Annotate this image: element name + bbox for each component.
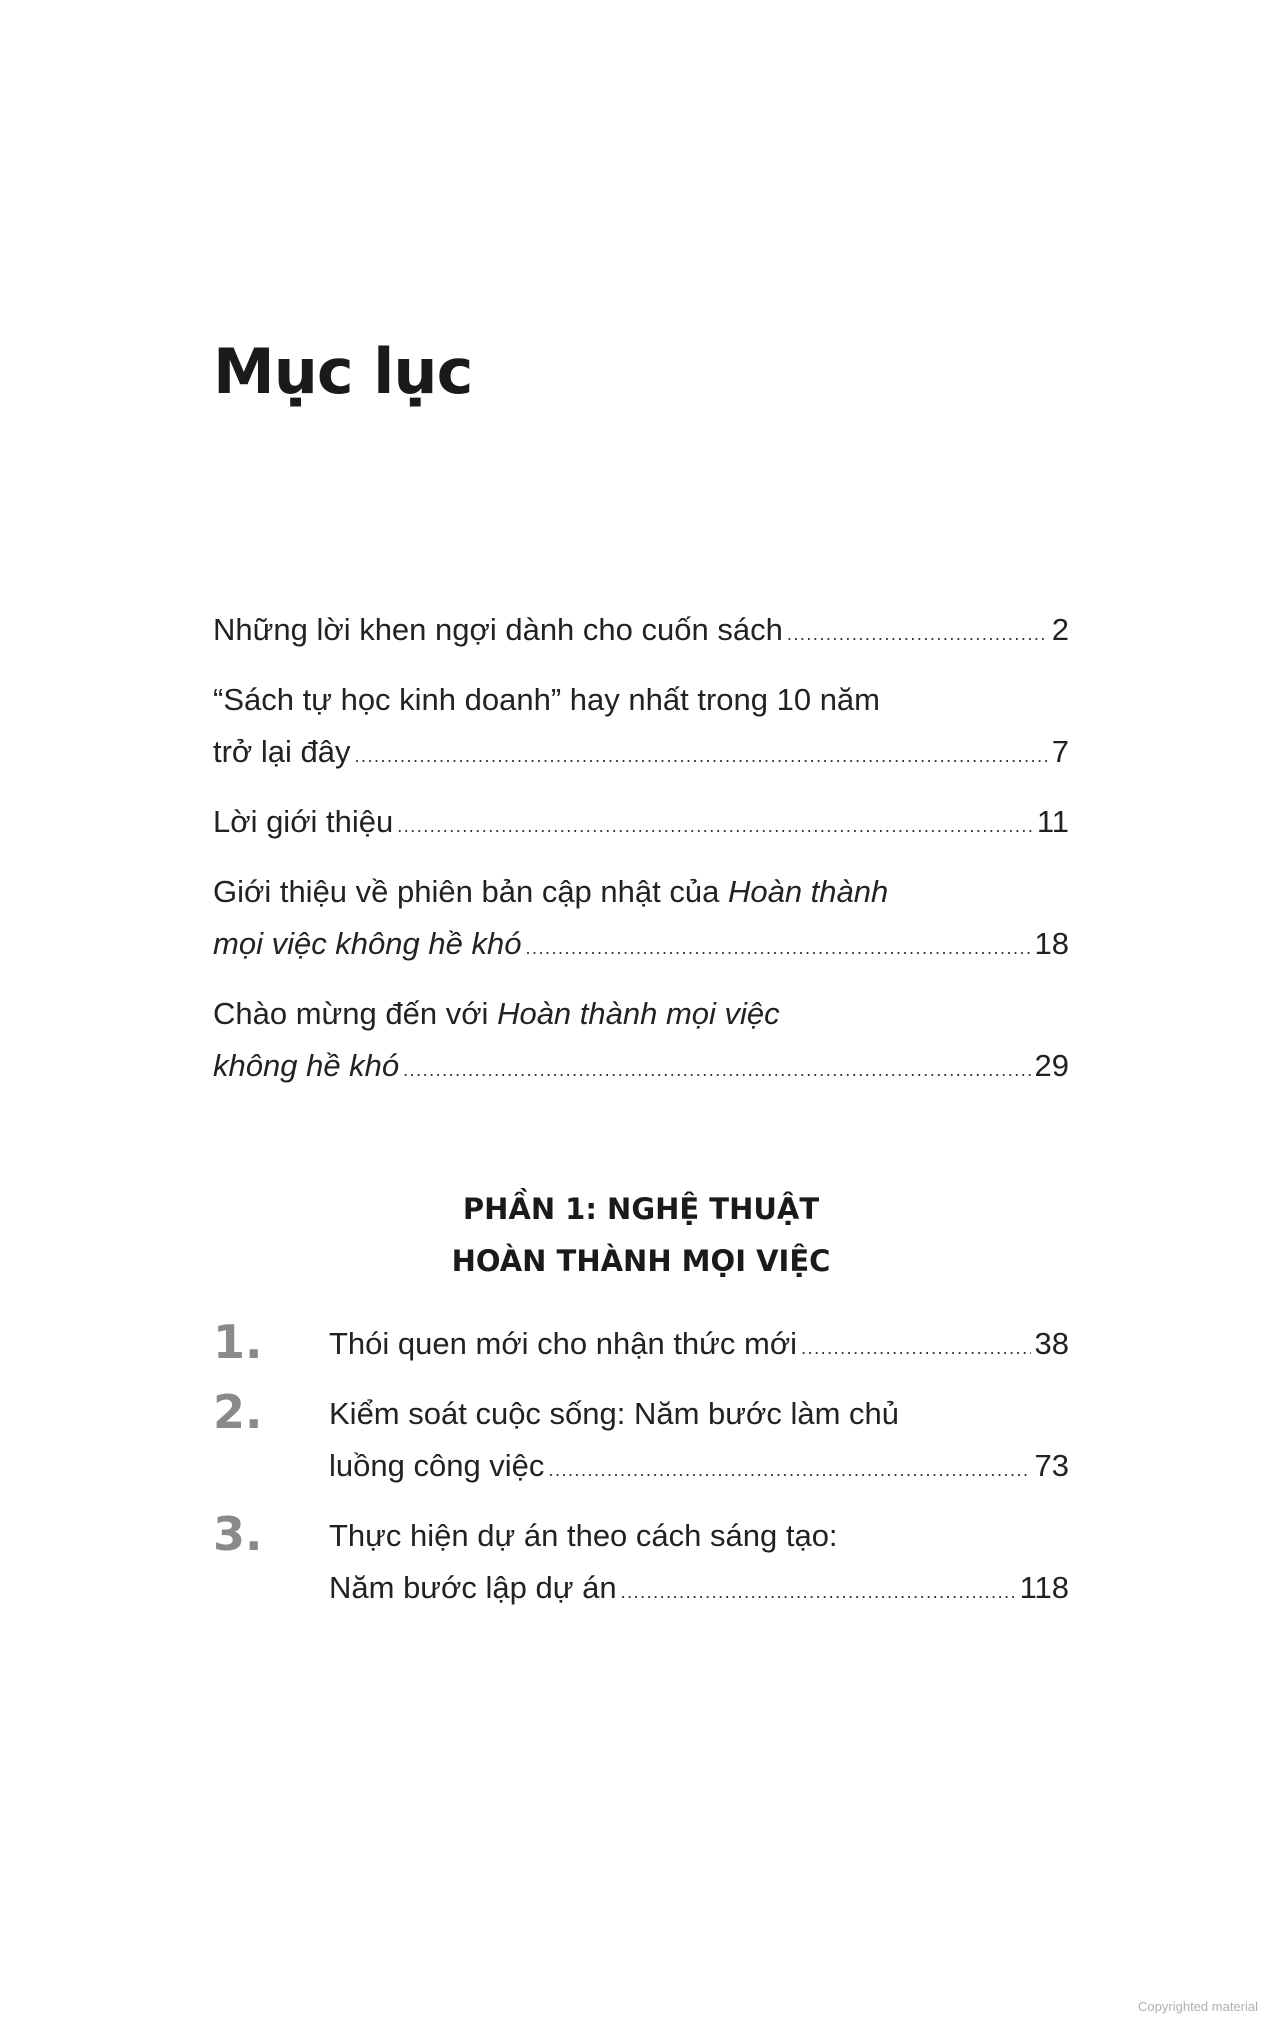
toc-entry-title: “Sách tự học kinh doanh” hay nhất trong 10 năm (213, 682, 880, 717)
book-title-italic: mọi việc không hề khó (213, 926, 522, 961)
book-title-italic: Hoàn thành (727, 874, 889, 909)
leader-dots (525, 922, 1030, 974)
chapter-title-cont: luồng công việc (329, 1448, 545, 1483)
leader-dots (403, 1044, 1030, 1096)
toc-entry[interactable] (213, 604, 1069, 660)
chapter-title: Thực hiện dự án theo cách sáng tạo: (329, 1518, 838, 1553)
book-title-italic: Hoàn thành mọi việc (497, 996, 780, 1031)
part-heading (213, 1183, 1069, 1287)
chapter-title: Thói quen mới cho nhận thức mới (329, 1326, 798, 1361)
leader-dots (787, 608, 1048, 660)
toc-page-number: 11 (1036, 804, 1069, 839)
chapter-number: 1. (213, 1315, 263, 1369)
toc-page-number: 7 (1051, 734, 1069, 769)
chapter-number: 2. (213, 1385, 263, 1439)
toc-page-number: 18 (1034, 926, 1069, 961)
toc-entry[interactable] (213, 674, 1069, 782)
toc-entry-title: Chào mừng đến với (213, 996, 498, 1031)
chapter-title-cont: Năm bước lập dự án (329, 1570, 617, 1605)
book-title-italic: không hề khó (213, 1048, 400, 1083)
chapter-page-number: 73 (1034, 1448, 1069, 1483)
chapter-page-number: 118 (1019, 1570, 1069, 1605)
page-title: Mục lục (213, 335, 473, 408)
toc-entry-title-cont: trở lại đây (213, 734, 351, 769)
leader-dots (801, 1322, 1030, 1374)
leader-dots (397, 800, 1033, 852)
leader-dots (355, 730, 1048, 782)
part-heading-line2: HOÀN THÀNH MỌI VIỆC (451, 1244, 831, 1278)
chapter-title: Kiểm soát cuộc sống: Năm bước làm chủ (329, 1396, 900, 1431)
toc-page-number: 29 (1034, 1048, 1069, 1083)
part-heading-line1: PHẦN 1: NGHỆ THUẬT (462, 1192, 820, 1226)
chapter-number: 3. (213, 1507, 263, 1561)
toc-entry-title: Giới thiệu về phiên bản cập nhật của (213, 874, 728, 909)
chapter-page-number: 38 (1034, 1326, 1069, 1361)
toc-entry-title: Những lời khen ngợi dành cho cuốn sách (213, 612, 783, 647)
toc-entry[interactable] (213, 988, 1069, 1096)
toc-entry-title: Lời giới thiệu (213, 804, 394, 839)
toc-page-number: 2 (1051, 612, 1069, 647)
toc-entry[interactable] (213, 796, 1069, 852)
leader-dots (621, 1566, 1016, 1618)
leader-dots (548, 1444, 1030, 1496)
toc-entry[interactable] (213, 866, 1069, 974)
copyright-notice: Copyrighted material (1138, 1999, 1258, 2014)
